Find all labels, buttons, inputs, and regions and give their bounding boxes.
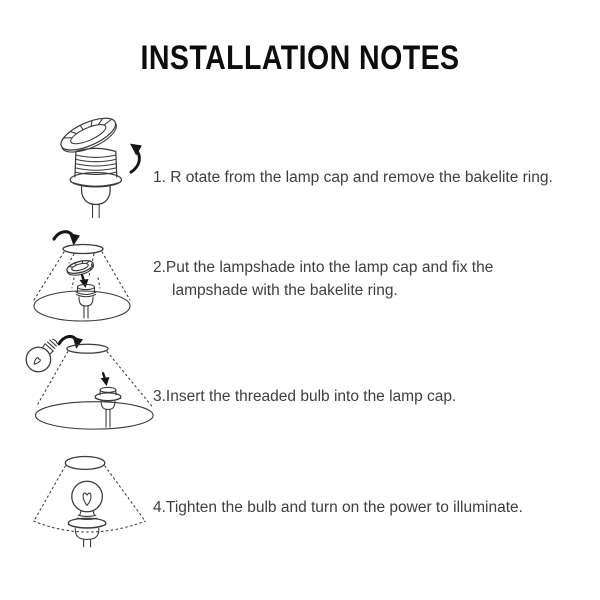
bulb-into-lamp-cap-icon [8, 330, 160, 438]
lampshade-into-lamp-cap-icon [30, 226, 140, 328]
step-3-text [153, 385, 456, 408]
step-2-text [153, 256, 493, 302]
step-line: 3.Insert the threaded bulb into the lamp cap. [153, 388, 457, 405]
step-1-text [153, 166, 553, 189]
step-line: 2.Put the lampshade into the lamp cap and fix the [153, 259, 494, 276]
step-line: 1. R otate from the lamp cap and remove the bakelite ring. [153, 169, 553, 186]
finished-lamp-illuminate-icon [18, 445, 166, 548]
step-line: 4.Tighten the bulb and turn on the power to illuminate. [153, 499, 523, 516]
step-line: lampshade with the bakelite ring. [172, 282, 398, 299]
lamp-cap-rotate-ring-icon [55, 113, 150, 218]
page-title: INSTALLATION NOTES [140, 39, 460, 77]
step-4-text [153, 496, 523, 519]
